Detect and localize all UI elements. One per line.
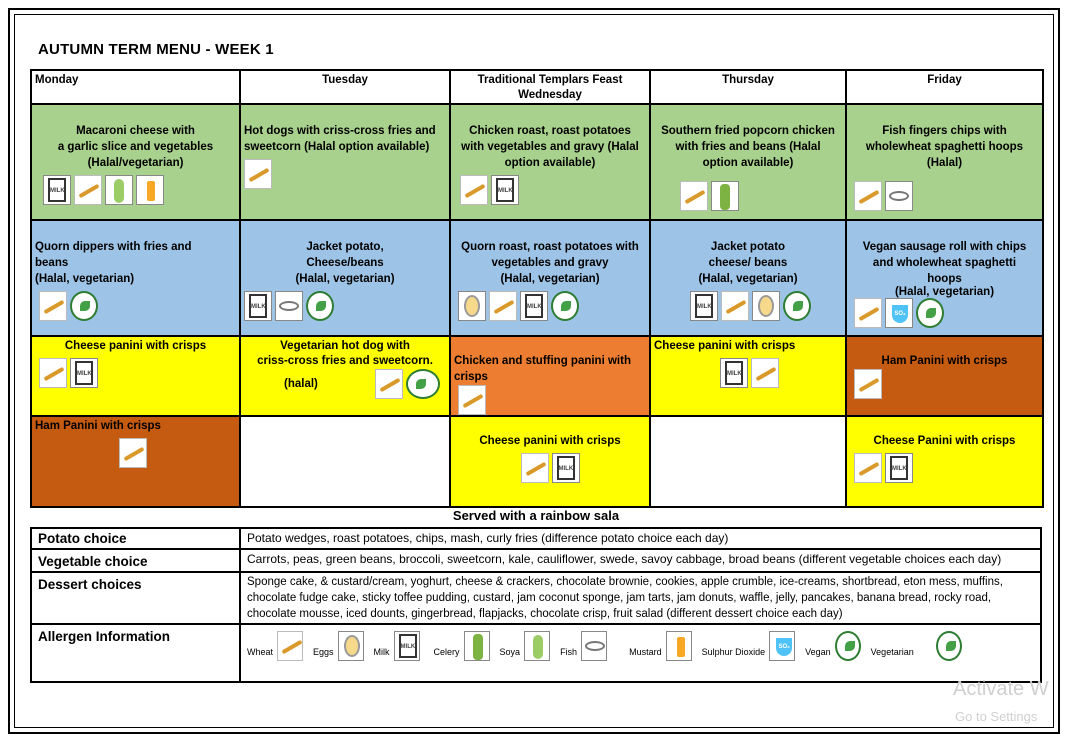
wheat-icon xyxy=(854,453,882,483)
monday-panini: Cheese panini with crisps MILK xyxy=(31,336,240,416)
sulphur-dioxide-icon xyxy=(885,298,913,328)
panini-row xyxy=(31,336,1043,416)
vegetable-label: Vegetable choice xyxy=(31,549,240,572)
allergen-key xyxy=(240,624,1041,682)
wheat-icon xyxy=(244,159,272,189)
thursday-panini: Cheese panini with crisps MILK xyxy=(650,336,846,416)
milk-icon xyxy=(491,175,519,205)
fish-icon xyxy=(581,631,607,661)
vegan-icon xyxy=(551,291,579,321)
menu-title: AUTUMN TERM MENU - WEEK 1 xyxy=(38,41,274,58)
fish-icon xyxy=(275,291,303,321)
mustard-icon xyxy=(666,631,692,661)
sulphur-dioxide-label: Sulphur Dioxide xyxy=(701,647,766,657)
tuesday-extra xyxy=(240,416,450,507)
monday-veg: Quorn dippers with fries and beans (Halal, vegetarian) xyxy=(31,220,240,336)
soya-icon xyxy=(524,631,550,661)
wednesday-label: Wednesday xyxy=(518,89,582,101)
wheat-icon xyxy=(39,291,67,321)
milk-icon xyxy=(720,358,748,388)
vegetarian-icon xyxy=(936,631,962,661)
dessert-text: Sponge cake, & custard/cream, yoghurt, cheese & crackers, chocolate brownie, cookies, apple crumble, ice-creams, shortbread, eton mess, muffins, chocolate fudge cake, sticky toffee pudding, custard, jam coconut sponge, jam tarts, jam donuts, waffle, jelly, pancakes, banana bread, rocky road, chocolate mousse, iced dounts, gingerbread, flapjacks, chocolate crisp, fruit salad (different dessert choice each day) xyxy=(240,572,1041,624)
friday-panini: Ham Panini with crisps xyxy=(846,336,1043,416)
go-to-settings-watermark: Go to Settings xyxy=(955,709,1038,724)
wheat-label: Wheat xyxy=(247,647,274,657)
vegan-icon xyxy=(70,291,98,321)
tuesday-panini: Vegetarian hot dog with criss-cross fries and sweetcorn. (halal) xyxy=(240,336,450,416)
wheat-icon xyxy=(119,438,147,468)
milk-label: Milk xyxy=(373,647,390,657)
thursday-extra xyxy=(650,416,846,507)
wednesday-main: Chicken roast, roast potatoes with vegetables and gravy (Halal option available) MILK xyxy=(450,104,650,220)
wheat-icon xyxy=(854,181,882,211)
thursday-veg: Jacket potato cheese/ beans (Halal, vegetarian) MILK xyxy=(650,220,846,336)
celery-label: Celery xyxy=(433,647,460,657)
wednesday-panini: Chicken and stuffing panini with crisps xyxy=(450,336,650,416)
milk-icon xyxy=(70,358,98,388)
wheat-icon xyxy=(458,385,486,415)
vegetarian-label: Vegetarian xyxy=(870,647,914,657)
wheat-icon xyxy=(74,175,102,205)
wheat-icon xyxy=(680,181,708,211)
friday-veg: Vegan sausage roll with chips and wholewheat spaghetti hoops (Halal, vegetarian) SO₂ xyxy=(846,220,1043,336)
allergen-row xyxy=(31,624,1041,682)
allergen-label: Allergen Information xyxy=(31,624,240,682)
wheat-icon xyxy=(39,358,67,388)
soya-icon xyxy=(105,175,133,205)
wheat-icon xyxy=(375,369,403,399)
vegetable-row xyxy=(31,549,1041,572)
vegan-label: Vegan xyxy=(805,647,831,657)
day-header-row xyxy=(31,70,1043,104)
milk-icon xyxy=(244,291,272,321)
vegan-icon xyxy=(406,369,440,399)
tuesday-main: Hot dogs with criss-cross fries and sweetcorn (Halal option available) xyxy=(240,104,450,220)
milk-icon xyxy=(520,291,548,321)
egg-icon xyxy=(338,631,364,661)
soya-label: Soya xyxy=(499,647,521,657)
sulphur-dioxide-icon xyxy=(769,631,795,661)
mustard-label: Mustard xyxy=(629,647,662,657)
day-friday: Friday xyxy=(846,70,1043,104)
vegetable-text: Carrots, peas, green beans, broccoli, sweetcorn, kale, cauliflower, swede, savoy cabbage, broad beans (different vegetable choices each day) xyxy=(240,549,1041,572)
served-with-note: Served with a rainbow sala xyxy=(452,508,620,523)
day-monday: Monday xyxy=(31,70,240,104)
wednesday-extra: Cheese panini with crisps MILK xyxy=(450,416,650,507)
friday-extra: Cheese Panini with crisps MILK xyxy=(846,416,1043,507)
milk-icon xyxy=(43,175,71,205)
wheat-icon xyxy=(277,631,303,661)
milk-icon xyxy=(394,631,420,661)
monday-extra: Ham Panini with crisps xyxy=(31,416,240,507)
dessert-label: Dessert choices xyxy=(31,572,240,624)
mustard-icon xyxy=(136,175,164,205)
vegan-icon xyxy=(916,298,944,328)
extra-panini-row xyxy=(31,416,1043,507)
milk-icon xyxy=(552,453,580,483)
wheat-icon xyxy=(854,298,882,328)
dessert-row xyxy=(31,572,1041,624)
vegan-icon xyxy=(835,631,861,661)
wheat-icon xyxy=(854,369,882,399)
wheat-icon xyxy=(721,291,749,321)
celery-icon xyxy=(711,181,739,211)
wheat-icon xyxy=(489,291,517,321)
potato-row xyxy=(31,528,1041,549)
milk-icon xyxy=(690,291,718,321)
day-thursday: Thursday xyxy=(650,70,846,104)
potato-text: Potato wedges, roast potatoes, chips, mash, curly fries (difference potato choice each day) xyxy=(240,528,1041,549)
tuesday-veg: Jacket potato, Cheese/beans (Halal, vegetarian) MILK xyxy=(240,220,450,336)
fish-label: Fish xyxy=(560,647,578,657)
celery-icon xyxy=(464,631,490,661)
activate-windows-watermark: Activate W xyxy=(953,678,1049,700)
friday-main: Fish fingers chips with wholewheat spaghetti hoops (Halal) xyxy=(846,104,1043,220)
potato-label: Potato choice xyxy=(31,528,240,549)
wednesday-feast-title: Traditional Templars Feast xyxy=(477,74,623,86)
milk-icon xyxy=(885,453,913,483)
vegetarian-dish-row xyxy=(31,220,1043,336)
wheat-icon xyxy=(521,453,549,483)
menu-table xyxy=(30,69,1044,508)
egg-icon xyxy=(752,291,780,321)
wheat-icon xyxy=(751,358,779,388)
choices-table xyxy=(30,527,1042,683)
day-wednesday xyxy=(450,70,650,104)
main-dish-row xyxy=(31,104,1043,220)
vegan-icon xyxy=(783,291,811,321)
wheat-icon xyxy=(460,175,488,205)
vegan-icon xyxy=(306,291,334,321)
day-tuesday: Tuesday xyxy=(240,70,450,104)
fish-icon xyxy=(885,181,913,211)
egg-icon xyxy=(458,291,486,321)
wednesday-veg: Quorn roast, roast potatoes with vegetables and gravy (Halal, vegetarian) MILK xyxy=(450,220,650,336)
eggs-label: Eggs xyxy=(313,647,334,657)
monday-main: Macaroni cheese with a garlic slice and vegetables (Halal/vegetarian) MILK xyxy=(31,104,240,220)
thursday-main: Southern fried popcorn chicken with fries and beans (Halal option available) xyxy=(650,104,846,220)
